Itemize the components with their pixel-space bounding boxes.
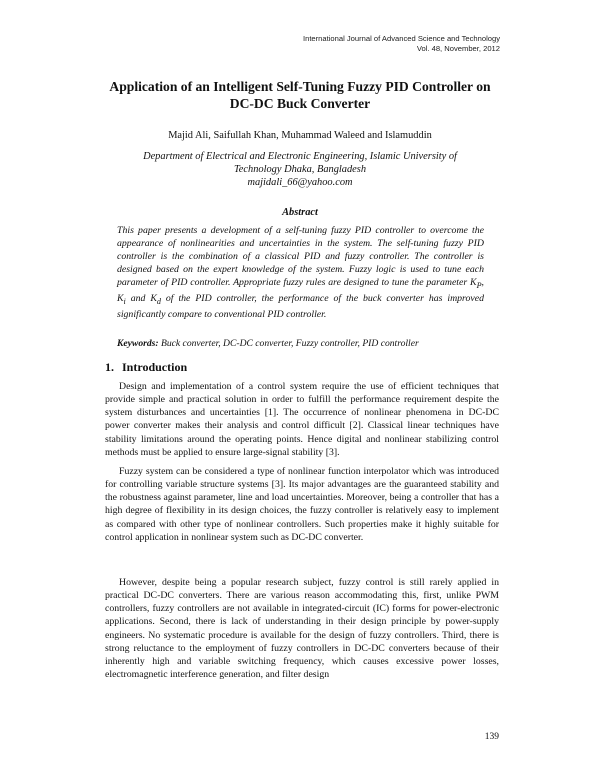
section-heading-introduction [105, 360, 187, 375]
journal-issue: Vol. 48, November, 2012 [416, 44, 500, 53]
keywords-label: Keywords: [117, 338, 159, 349]
intro-paragraph-3: However, despite being a popular research subject, fuzzy control is still rarely applied in practical DC-DC converters. There are various reason accommodating this, first, unlike PWM controllers, fuzzy controllers are not available in integrated-circuit (IC) forms for power-electronic applications. Second, there is lack of understanding in their design principle by power-supply engineers. No systematic procedure is available for the design of fuzzy controllers. Third, there is strong reluctance to the employment of fuzzy controllers in DC-DC converters because of their inherently high and variable switching frequency, which causes excessive power losses, electromagnetic interference generation, and filter design [105, 577, 499, 681]
abstract-and: and [125, 293, 151, 305]
ki-subscript: i [123, 297, 126, 307]
author-email: majidali_66@yahoo.com [247, 177, 353, 188]
affiliation [90, 150, 510, 189]
abstract-text-part-2: of the PID controller, the performance of the buck converter has improved significantly compare to conventional PID controller. [117, 293, 484, 321]
keywords-text: Buck converter, DC-DC converter, Fuzzy controller, PID controller [160, 338, 419, 349]
section-title: Introduction [122, 360, 188, 374]
intro-paragraph-2: Fuzzy system can be considered a type of nonlinear function interpolator which was introduced for controlling variable structure systems [3]. Its major advantages are the guaranteed stability and the robustness against parameter, line and load uncertainties. Moreover, being a controller that has a high degree of flexibility in its design choices, the fuzzy controller is relatively easy to implement as compared with other type of nonlinear controllers. Such properties make it highly suitable for control application in nonlinear system such as DC-DC converter. [105, 466, 499, 543]
abstract-separator: , [481, 277, 484, 289]
affiliation-line-2: Technology Dhaka, Bangladesh [233, 164, 367, 175]
paper-title [60, 79, 540, 112]
journal-header [303, 34, 500, 54]
affiliation-line-1: Department of Electrical and Electronic Engineering, Islamic University of [143, 151, 457, 162]
abstract-body [117, 224, 484, 322]
intro-paragraph-1: Design and implementation of a control system require the use of efficient techniques that provide simple and practical solution in order to fulfill the performance requirement despite the system disturbances and uncertainties [1]. The occurrence of nonlinear phenomena in DC-DC power converter makes their analysis and control difficult [2]. Classical linear techniques have stability limitations around the operating points. Hence digital and nonlinear stabilizing control methods must be applied to ensure large-signal stability [3]. [105, 381, 499, 458]
author-list: Majid Ali, Saifullah Khan, Muhammad Waleed and Islamuddin [168, 130, 432, 141]
title-line-1: Application of an Intelligent Self-Tuning Fuzzy PID Controller on [109, 79, 491, 94]
title-line-2: DC-DC Buck Converter [229, 95, 371, 111]
page-number: 139 [484, 732, 499, 742]
abstract-heading: Abstract [282, 207, 318, 218]
kd-symbol: K [150, 293, 157, 305]
ki-symbol: K [117, 293, 124, 305]
section-number: 1. [105, 360, 114, 374]
kd-subscript: d [156, 297, 161, 307]
keywords [117, 338, 484, 350]
kp-subscript: P [476, 281, 482, 291]
journal-name: International Journal of Advanced Science and Technology [302, 34, 500, 43]
abstract-text-part-1: This paper presents a development of a self-tuning fuzzy PID controller to overcome the appearance of nonlinearities and uncertainties in the system. The self-tuning fuzzy PID controller is the combination of a classical PID and fuzzy controller. The controller is designed based on the expert knowledge of the system. Fuzzy logic is used to tune each parameter of PID controller. Appropriate fuzzy rules are designed to tune the parameter K [117, 225, 484, 289]
